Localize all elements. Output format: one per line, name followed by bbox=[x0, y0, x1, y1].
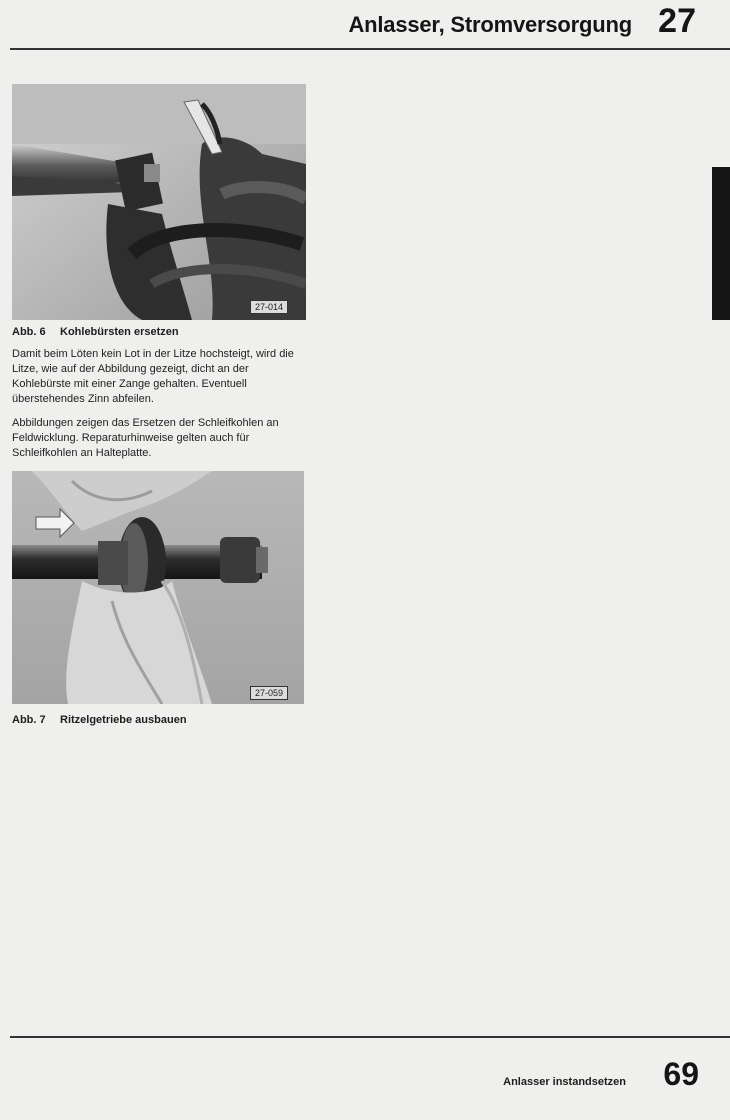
figure-caption bbox=[12, 714, 187, 726]
figure-reference-label: 27-014 bbox=[250, 300, 288, 314]
figure-carbon-brush-photo bbox=[12, 84, 306, 320]
header-divider bbox=[10, 48, 730, 50]
figure-pinion-photo bbox=[12, 471, 304, 704]
figure-reference-label: 27-059 bbox=[250, 686, 288, 700]
footer-section-title: Anlasser instandsetzen bbox=[503, 1076, 626, 1088]
instruction-paragraph: Damit beim Löten kein Lot in der Litze hochsteigt, wird die Litze, wie auf der Abbildung gezeigt, dicht an der Kohlebürste mit einer Zange gehalten. Eventuell überstehendes Zinn abfeilen. bbox=[12, 348, 294, 405]
page-header-title: Anlasser, Stromversorgung bbox=[348, 12, 632, 37]
pinion-photo-illustration bbox=[12, 471, 304, 704]
figure-caption-text: Ritzelgetriebe ausbauen bbox=[60, 714, 187, 726]
page-number: 69 bbox=[663, 1056, 699, 1092]
chapter-thumb-tab bbox=[712, 167, 730, 320]
chapter-number: 27 bbox=[658, 2, 696, 40]
carbon-brush-photo-illustration bbox=[12, 84, 306, 320]
figure-caption-text: Kohlebürsten ersetzen bbox=[60, 326, 179, 338]
figure-caption-number: Abb. 6 bbox=[12, 326, 46, 338]
note-paragraph: Abbildungen zeigen das Ersetzen der Schleifkohlen an Feldwicklung. Reparaturhinweise gelten auch für Schleifkohlen an Halteplatte. bbox=[12, 417, 279, 459]
footer-divider bbox=[10, 1036, 730, 1038]
figure-caption-number: Abb. 7 bbox=[12, 714, 46, 726]
figure-caption bbox=[12, 326, 179, 338]
